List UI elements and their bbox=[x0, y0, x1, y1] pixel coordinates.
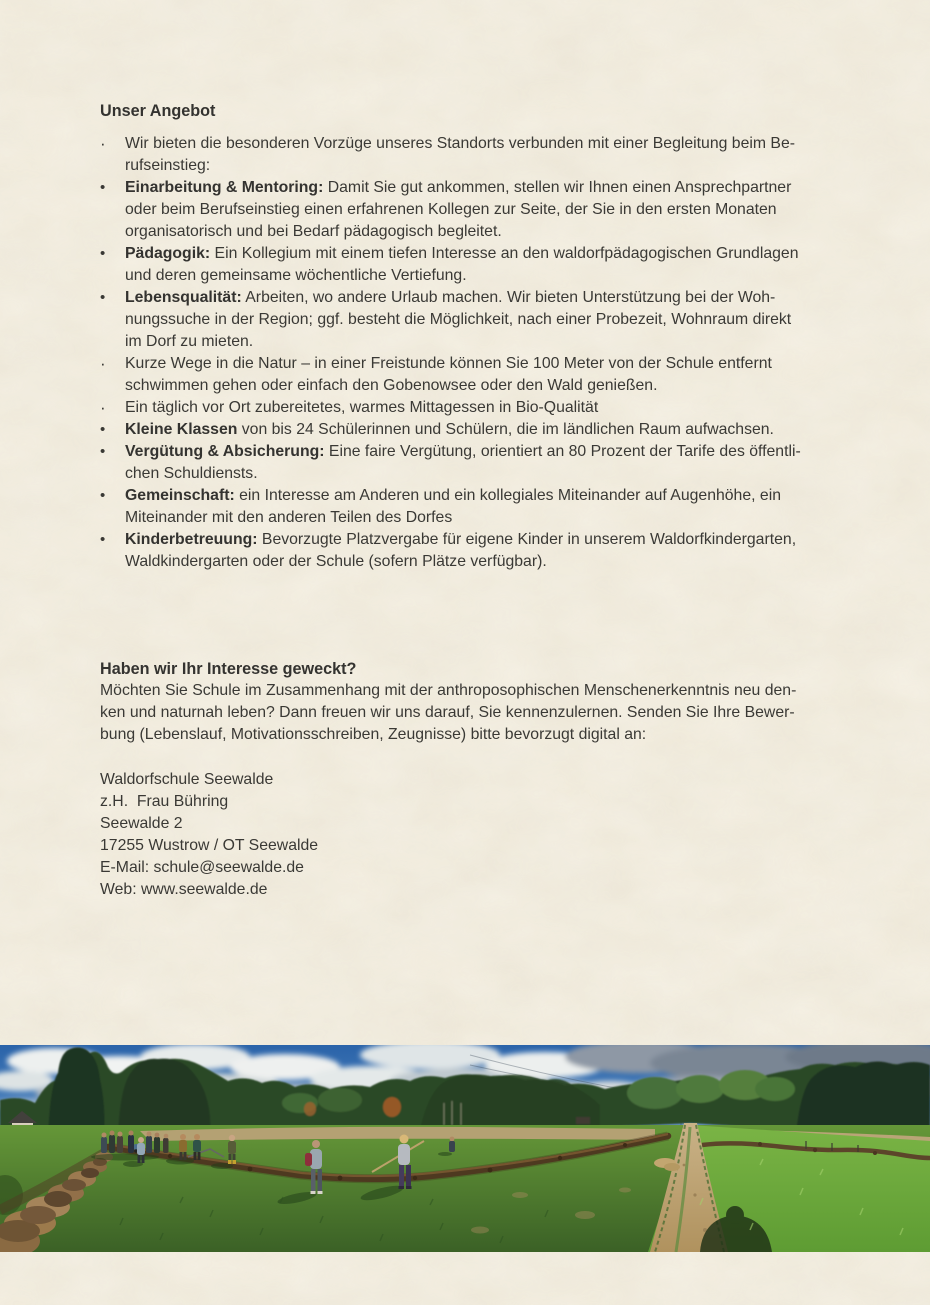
offer-item-text: Pädagogik: Ein Kollegium mit einem tiefen Interesse an den waldorfpädagogischen Grundlagen und deren gemeinsame wöchentliche Vertiefung. bbox=[125, 245, 799, 284]
bullet-icon: • bbox=[100, 487, 106, 504]
interest-heading: Haben wir Ihr Interesse geweckt? bbox=[100, 660, 357, 678]
offer-list bbox=[100, 133, 832, 573]
offer-item bbox=[100, 485, 832, 529]
contact-line: 17255 Wustrow / OT Seewalde bbox=[100, 837, 319, 854]
offer-item-text: Lebensqualität: Arbeiten, wo andere Urlaub machen. Wir bieten Unterstützung bei der Woh- nungssuche in der Region; ggf. besteht die Möglichkeit, nach einer Probezeit, Wohnraum direkt im Dorf zu mieten. bbox=[125, 289, 792, 350]
field-panorama-illustration bbox=[0, 1045, 930, 1252]
offer-item-text: Kleine Klassen von bis 24 Schülerinnen und Schülern, die im ländlichen Raum aufwachsen. bbox=[125, 421, 774, 438]
offer-item bbox=[100, 287, 832, 353]
offer-item-text: Vergütung & Absicherung: Eine faire Vergütung, orientiert an 80 Prozent der Tarife des öffentli- chen Schuldiensts. bbox=[125, 443, 801, 482]
offer-item-lead: Vergütung & Absicherung: bbox=[125, 443, 325, 460]
offer-item-lead: Kleine Klassen bbox=[125, 421, 238, 438]
page-content bbox=[100, 100, 832, 901]
offer-item-lead: Lebensqualität: bbox=[125, 289, 242, 306]
offer-item-text: Wir bieten die besonderen Vorzüge unseres Standorts verbunden mit einer Begleitung beim Be- rufseinstieg: bbox=[125, 135, 796, 174]
contact-line: Web: www.seewalde.de bbox=[100, 881, 268, 898]
offer-item-text: Ein täglich vor Ort zubereitetes, warmes Mittagessen in Bio-Qualität bbox=[125, 399, 599, 416]
offer-item bbox=[100, 441, 832, 485]
autumn-tree bbox=[383, 1097, 401, 1117]
contact-line: Waldorfschule Seewalde bbox=[100, 771, 274, 788]
contact-line: Seewalde 2 bbox=[100, 815, 183, 832]
shed bbox=[576, 1117, 590, 1124]
offer-item bbox=[100, 529, 832, 573]
person-small bbox=[449, 1137, 455, 1152]
bullet-icon: · bbox=[100, 398, 106, 417]
autumn-tree bbox=[304, 1102, 316, 1116]
interest-paragraph: Möchten Sie Schule im Zusammenhang mit der anthroposophischen Menschenerkenntnis neu den- ken und naturnah leben? Dann freuen wir uns darauf, Sie kennenzulernen. Senden Sie Ihre Bewer- bung (Lebenslauf, Motivationsschreiben, Zeugnisse) bitte bevorzugt digital an: bbox=[100, 682, 797, 743]
bullet-icon: • bbox=[100, 421, 106, 438]
bullet-icon: • bbox=[100, 179, 106, 196]
bullet-icon: • bbox=[100, 531, 106, 548]
offer-item-text: Einarbeitung & Mentoring: Damit Sie gut ankommen, stellen wir Ihnen einen Ansprechpartner oder beim Berufseinstieg einen erfahrenen Kollegen zur Seite, der Sie in den ersten Monaten organisatorisch und bei Bedarf pädagogisch begleitet. bbox=[125, 179, 792, 240]
bullet-icon: · bbox=[100, 134, 106, 153]
offer-item-lead: Einarbeitung & Mentoring: bbox=[125, 179, 324, 196]
offer-heading: Unser Angebot bbox=[100, 102, 216, 120]
offer-item-text: Kinderbetreuung: Bevorzugte Platzvergabe für eigene Kinder in unserem Waldorfkindergarten, Waldkindergarten oder der Schule (sofern Plätze verfügbar). bbox=[125, 531, 797, 570]
interest-section bbox=[100, 658, 832, 746]
bullet-icon: • bbox=[100, 289, 106, 306]
offer-item bbox=[100, 419, 832, 441]
bullet-icon: · bbox=[100, 354, 106, 373]
contact-line: E-Mail: schule@seewalde.de bbox=[100, 859, 304, 876]
bullet-icon: • bbox=[100, 443, 106, 460]
bullet-icon: • bbox=[100, 245, 106, 262]
offer-item bbox=[100, 353, 832, 397]
offer-item-text: Gemeinschaft: ein Interesse am Anderen und ein kollegiales Miteinander auf Augenhöhe, ein Miteinander mit den anderen Teilen des Dorfes bbox=[125, 487, 781, 526]
offer-item-lead: Gemeinschaft: bbox=[125, 487, 235, 504]
contact-line: z.H. Frau Bühring bbox=[100, 793, 229, 810]
offer-section bbox=[100, 100, 832, 573]
offer-item bbox=[100, 397, 832, 419]
offer-item-lead: Pädagogik: bbox=[125, 245, 211, 262]
offer-item bbox=[100, 133, 832, 177]
offer-item-text: Kurze Wege in die Natur – in einer Freistunde können Sie 100 Meter von der Schule entfernt schwimmen gehen oder einfach den Gobenowsee oder den Wald genießen. bbox=[125, 355, 772, 394]
field-panorama-photo bbox=[0, 1045, 930, 1252]
red-backpack bbox=[305, 1153, 312, 1166]
offer-item-lead: Kinderbetreuung: bbox=[125, 531, 258, 548]
offer-item bbox=[100, 177, 832, 243]
offer-item bbox=[100, 243, 832, 287]
contact-block bbox=[100, 769, 832, 901]
